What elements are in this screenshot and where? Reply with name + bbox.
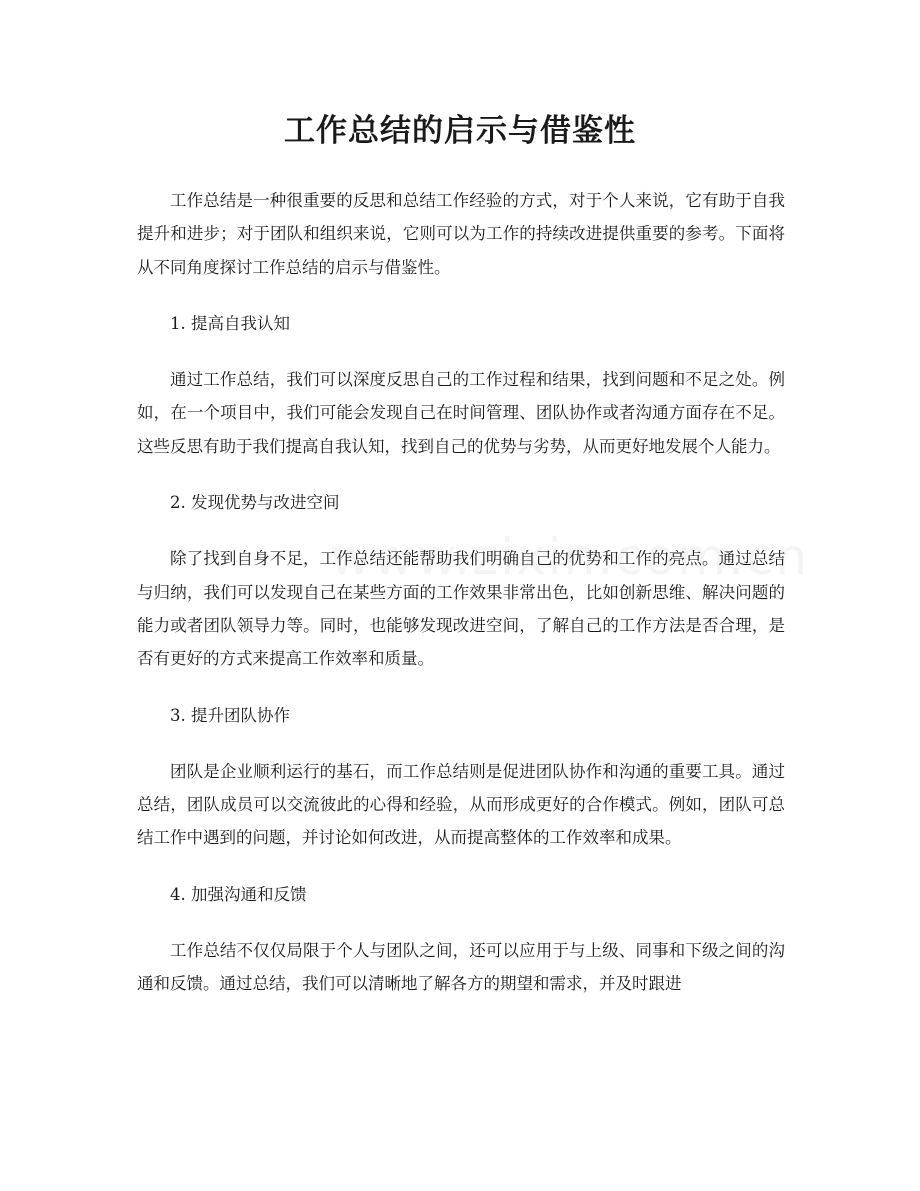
document-title: 工作总结的启示与借鉴性: [284, 113, 636, 149]
section-body-1: 通过工作总结，我们可以深度反思自己的工作过程和结果，找到问题和不足之处。例如，在一个项目中，我们可能会发现自己在时间管理、团队协作或者沟通方面存在不足。这些反思有助于我们提高自我认知，找到自己的优势与劣势，从而更好地发展个人能力。: [137, 370, 785, 456]
section-heading-1: 1. 提高自我认知: [170, 313, 290, 333]
section-heading-2: 2. 发现优势与改进空间: [170, 493, 340, 513]
section-body-2: 除了找到自身不足，工作总结还能帮助我们明确自己的优势和工作的亮点。通过总结与归纳，我们可以发现自己在某些方面的工作效果非常出色，比如创新思维、解决问题的能力或者团队领导力等。同时，也能够发现改进空间，了解自己的工作方法是否合理，是否有更好的方式来提高工作效率和质量。: [137, 549, 785, 669]
document-body: [137, 184, 785, 1024]
section-body-4: 工作总结不仅仅局限于个人与团队之间，还可以应用于与上级、同事和下级之间的沟通和反馈。通过总结，我们可以清晰地了解各方的期望和需求，并及时跟进: [137, 941, 785, 994]
section-heading-3: 3. 提升团队协作: [170, 705, 290, 725]
section-body-3: 团队是企业顺利运行的基石，而工作总结则是促进团队协作和沟通的重要工具。通过总结，团队成员可以交流彼此的心得和经验，从而形成更好的合作模式。例如，团队可总结工作中遇到的问题，并讨论如何改进，从而提高整体的工作效率和成果。: [137, 761, 785, 848]
intro-paragraph: 工作总结是一种很重要的反思和总结工作经验的方式，对于个人来说，它有助于自我提升和进步；对于团队和组织来说，它则可以为工作的持续改进提供重要的参考。下面将从不同角度探讨工作总结的启示与借鉴性。: [137, 191, 785, 277]
section-heading-4: 4. 加强沟通和反馈: [170, 884, 307, 904]
